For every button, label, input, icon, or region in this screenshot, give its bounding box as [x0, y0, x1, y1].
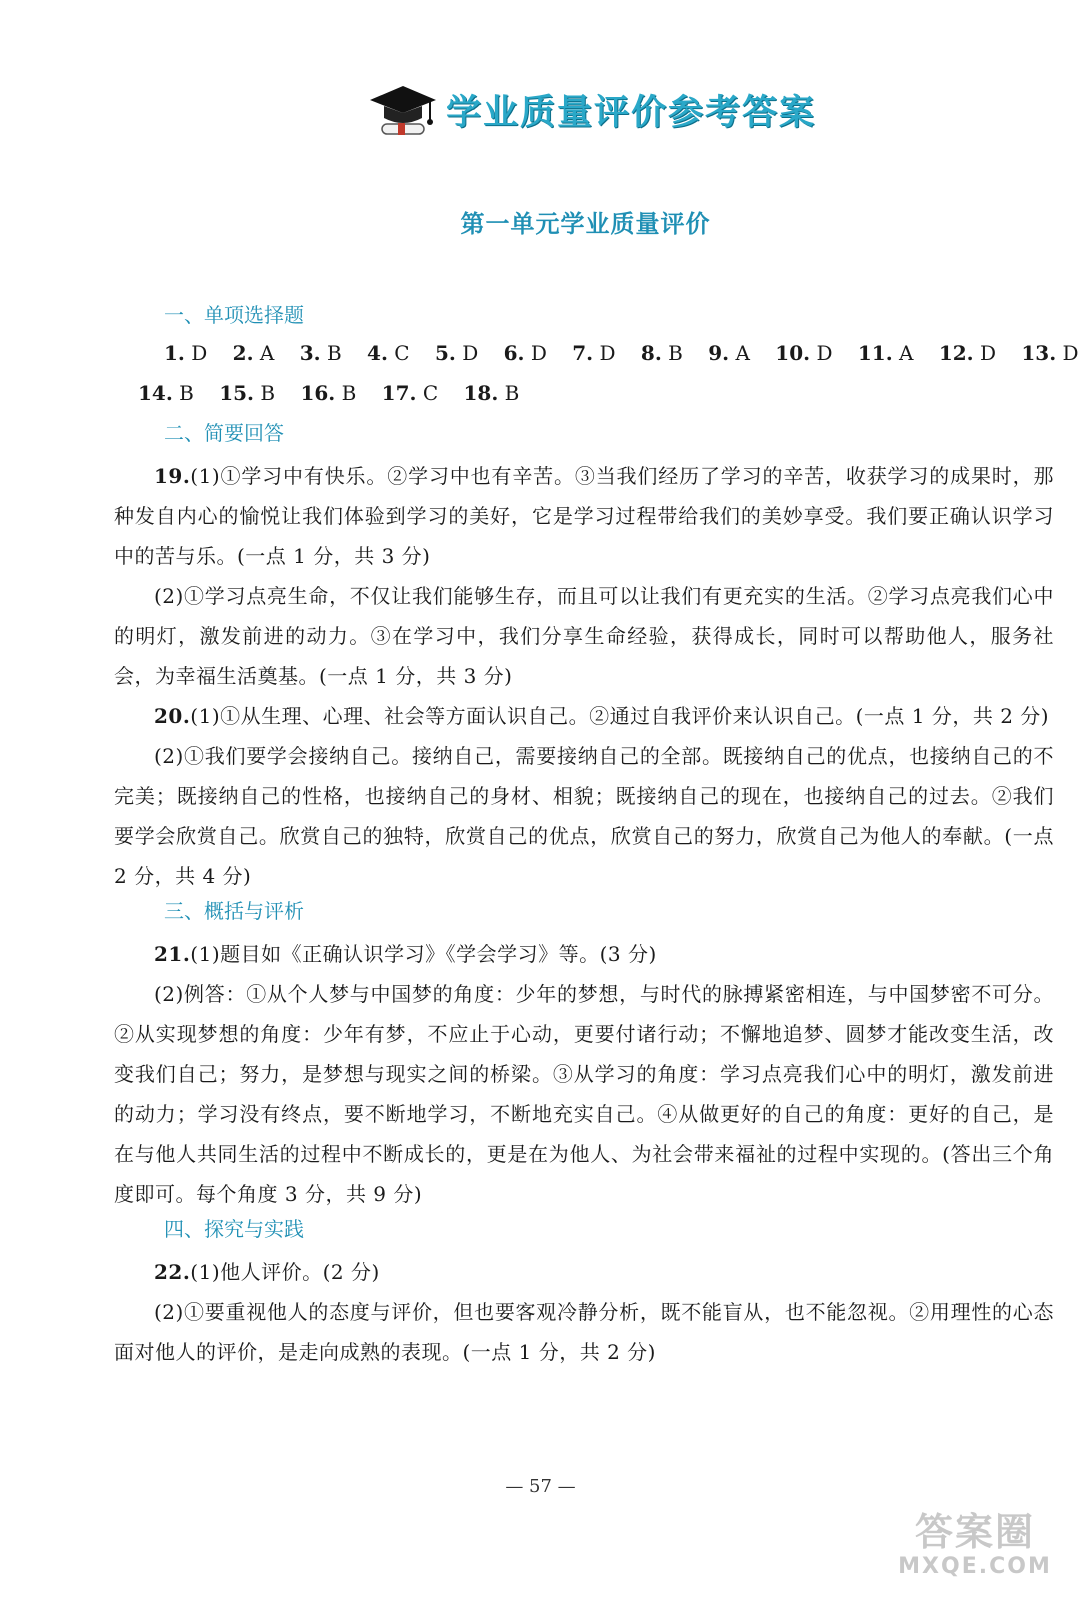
choice-answer: 15. B [219, 381, 276, 405]
choice-answer: 9. A [708, 341, 750, 365]
choice-answer: 8. B [640, 341, 683, 365]
page-header [368, 78, 816, 142]
choice-answer: 16. B [300, 381, 357, 405]
choice-answer: 11. A [857, 341, 914, 365]
answer-21-part-2: (2)例答：①从个人梦与中国梦的角度：少年的梦想，与时代的脉搏紧密相连，与中国梦密不可分。②从实现梦想的角度：少年有梦，不应止于心动，更要付诸行动；不懈地追梦、圆梦才能改变生活，改变我们自己；努力，是梦想与现实之间的桥梁。③从学习的角度：学习点亮我们心中的明灯，激发前进的动力；学习没有终点，要不断地学习，不断地充实自己。④从做更好的自己的角度：更好的自己，是在与他人共同生活的过程中不断成长的，更是在为他人、为社会带来福祉的过程中实现的。(答出三个角度即可。每个角度 3 分，共 9 分) [114, 982, 1054, 1206]
choice-answer: 17. C [381, 381, 439, 405]
answer-19-part-1: 19.(1)①学习中有快乐。②学习中也有辛苦。③当我们经历了学习的辛苦，收获学习的成果时，那种发自内心的愉悦让我们体验到学习的美好，它是学习过程带给我们的美妙享受。我们要正确认识学习中的苦与乐。(一点 1 分，共 3 分) [114, 464, 1054, 568]
choice-answers-row-1 [164, 338, 1079, 378]
choice-answer: 13. D [1021, 341, 1079, 365]
choice-answer: 12. D [938, 341, 997, 365]
answer-content [114, 300, 1079, 1372]
choice-answers-row-2 [138, 378, 1054, 418]
choice-answer: 7. D [572, 341, 616, 365]
choice-answer: 14. B [138, 381, 194, 405]
watermark-text: 答案圈 [914, 1510, 1035, 1554]
choice-answer: 5. D [434, 341, 479, 365]
section-subtitle: 第一单元学业质量评价 [460, 210, 711, 238]
answer-19-part-2: (2)①学习点亮生命，不仅让我们能够生存，而且可以让我们有更充实的生活。②学习点亮我们心中的明灯，激发前进的动力。③在学习中，我们分享生命经验，获得成长，同时可以帮助他人，服务社会，为幸福生活奠基。(一点 1 分，共 3 分) [114, 584, 1054, 688]
choice-answer: 10. D [775, 341, 833, 365]
choice-answer: 1. D [164, 341, 208, 365]
choice-answer: 2. A [232, 341, 275, 365]
section-heading-4: 四、探究与实践 [164, 1217, 304, 1241]
answer-21-part-1: 21.(1)题目如《正确认识学习》《学会学习》等。(3 分) [154, 942, 657, 966]
choice-answer: 6. D [503, 341, 547, 365]
answer-22-part-2: (2)①要重视他人的态度与评价，但也要客观冷静分析，既不能盲从，也不能忽视。②用理性的心态面对他人的评价，是走向成熟的表现。(一点 1 分，共 2 分) [114, 1300, 1054, 1364]
answer-20-part-2: (2)①我们要学会接纳自己。接纳自己，需要接纳自己的全部。既接纳自己的优点，也接纳自己的不完美；既接纳自己的性格，也接纳自己的身材、相貌；既接纳自己的现在，也接纳自己的过去。②我们要学会欣赏自己。欣赏自己的独特，欣赏自己的优点，欣赏自己的努力，欣赏自己为他人的奉献。(一点 2 分，共 4 分) [114, 744, 1054, 888]
watermark-url: MXQE.COM [898, 1554, 1052, 1579]
section-heading-3: 三、概括与评析 [164, 899, 304, 923]
section-heading-1: 一、单项选择题 [164, 303, 304, 327]
answer-20-part-1: 20.(1)①从生理、心理、社会等方面认识自己。②通过自我评价来认识自己。(一点 1 分，共 2 分) [154, 704, 1050, 728]
section-heading-2: 二、简要回答 [164, 421, 284, 445]
choice-answer: 4. C [367, 341, 410, 365]
page-number: — 57 — [505, 1476, 576, 1497]
choice-answer: 3. B [299, 341, 342, 365]
choice-answer: 18. B [463, 381, 520, 405]
page-title: 学业质量评价参考答案 [446, 93, 817, 133]
answer-22-part-1: 22.(1)他人评价。(2 分) [154, 1260, 380, 1284]
watermark-logo [880, 1510, 1070, 1590]
graduation-cap-icon [368, 80, 438, 140]
